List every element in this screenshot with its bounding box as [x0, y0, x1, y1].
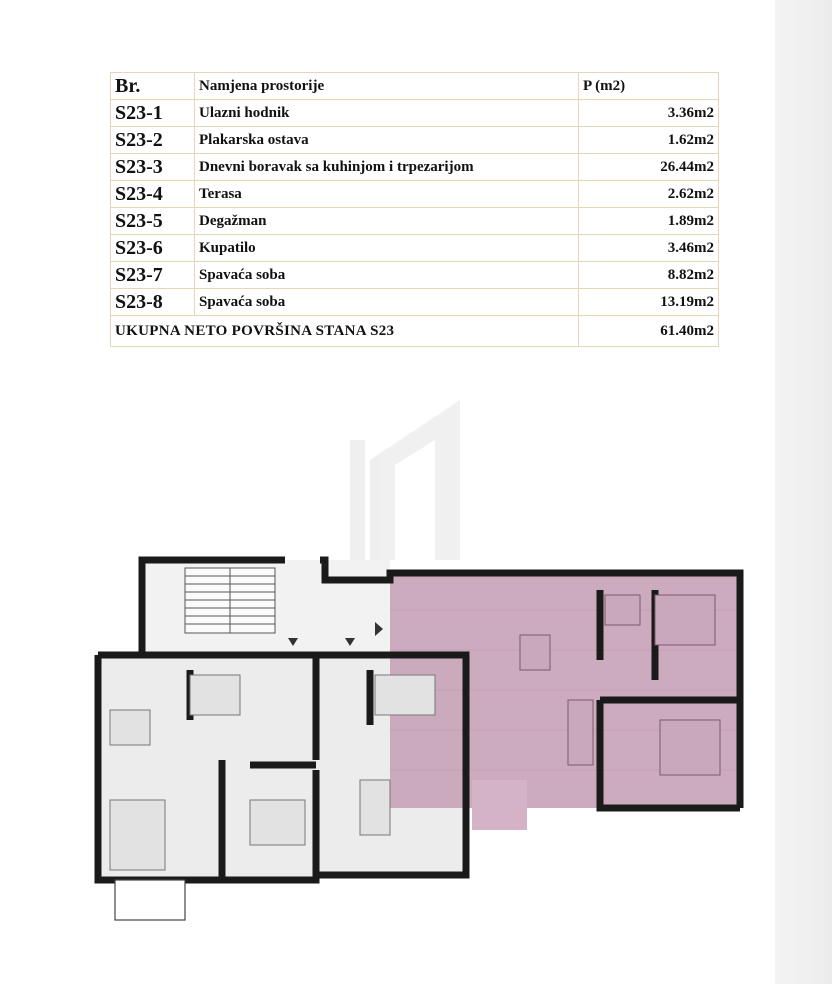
floor-plan [80, 380, 760, 980]
room-name: Spavaća soba [195, 262, 579, 289]
room-number: S23-1 [111, 100, 195, 127]
header-name: Namjena prostorije [195, 73, 579, 100]
room-number: S23-6 [111, 235, 195, 262]
table-row [111, 181, 719, 208]
room-number: S23-3 [111, 154, 195, 181]
room-area: 1.89m2 [579, 208, 719, 235]
room-number: S23-7 [111, 262, 195, 289]
room-area: 13.19m2 [579, 289, 719, 316]
table-row [111, 262, 719, 289]
table-row [111, 154, 719, 181]
room-name: Ulazni hodnik [195, 100, 579, 127]
table-row [111, 235, 719, 262]
room-name: Degažman [195, 208, 579, 235]
unit-s23-terrace [472, 780, 527, 830]
table-row [111, 289, 719, 316]
room-name: Terasa [195, 181, 579, 208]
header-area: P (m2) [579, 73, 719, 100]
table-total-row [111, 316, 719, 347]
room-area: 3.36m2 [579, 100, 719, 127]
table-row [111, 208, 719, 235]
right-edge-strip [775, 0, 832, 984]
room-name: Spavaća soba [195, 289, 579, 316]
staircase [185, 568, 275, 633]
room-area: 1.62m2 [579, 127, 719, 154]
room-name: Plakarska ostava [195, 127, 579, 154]
room-area-table [110, 72, 719, 347]
header-br: Br. [111, 73, 195, 100]
total-label: UKUPNA NETO POVRŠINA STANA S23 [111, 316, 579, 347]
table-row [111, 127, 719, 154]
room-number: S23-4 [111, 181, 195, 208]
left-balcony [115, 880, 185, 920]
room-area: 2.62m2 [579, 181, 719, 208]
room-number: S23-2 [111, 127, 195, 154]
table-header-row [111, 73, 719, 100]
room-area: 3.46m2 [579, 235, 719, 262]
table-row [111, 100, 719, 127]
room-area: 26.44m2 [579, 154, 719, 181]
room-number: S23-5 [111, 208, 195, 235]
room-area: 8.82m2 [579, 262, 719, 289]
total-area: 61.40m2 [579, 316, 719, 347]
watermark-logo [350, 400, 460, 560]
room-name: Dnevni boravak sa kuhinjom i trpezarijom [195, 154, 579, 181]
room-name: Kupatilo [195, 235, 579, 262]
room-area-table-container [110, 72, 718, 347]
room-number: S23-8 [111, 289, 195, 316]
